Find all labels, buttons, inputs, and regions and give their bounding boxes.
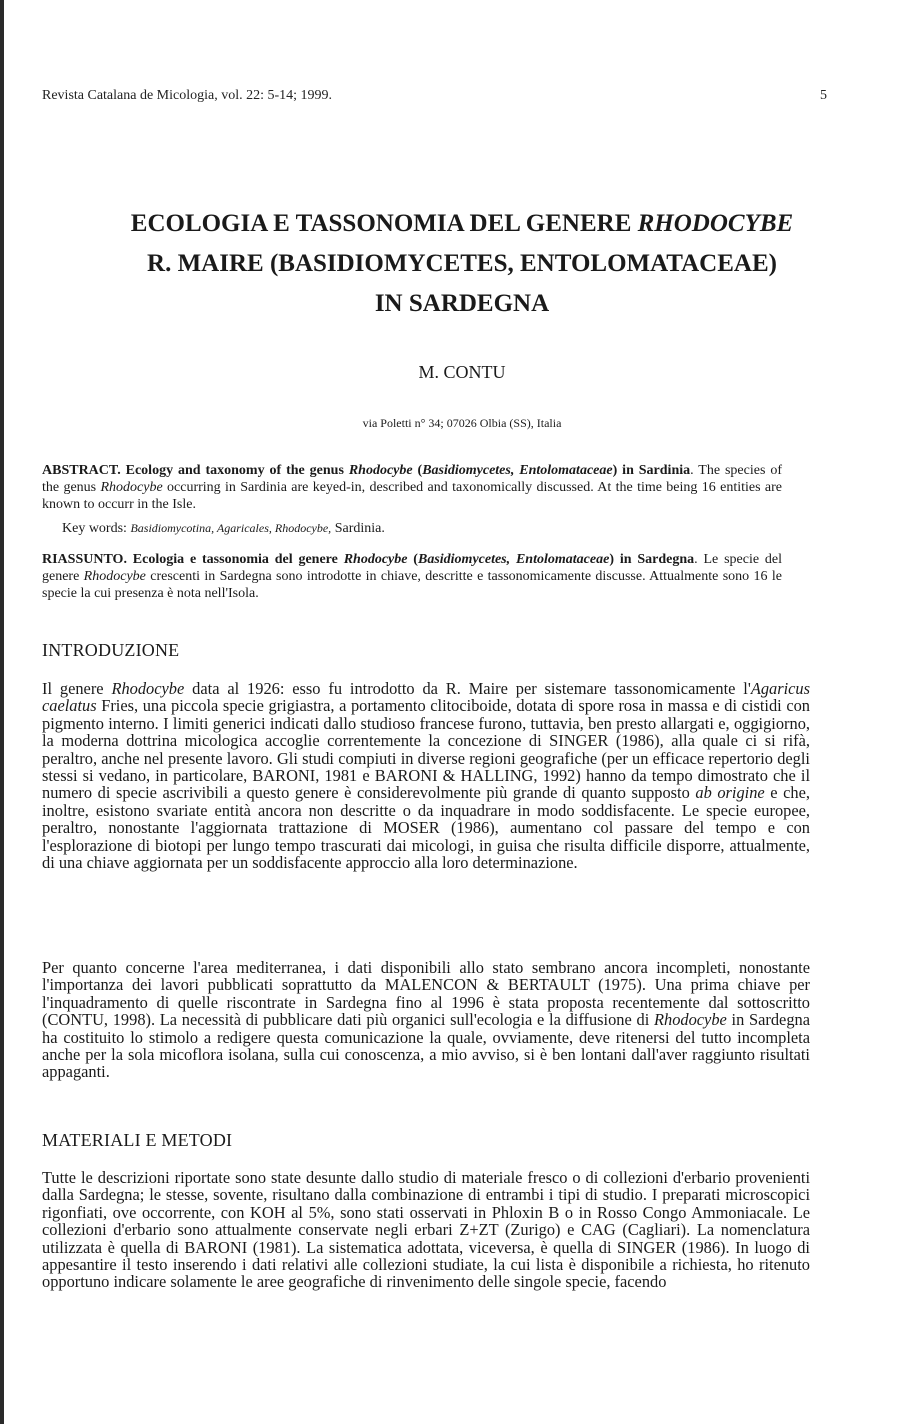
abstract-text-genus: Rhodocybe	[100, 480, 163, 495]
intro-p2-genus: Rhodocybe	[653, 1010, 727, 1030]
riassunto-text-end: crescenti in Sardegna sono introdotte in chiave, descritte e tassonomicamente discusse. Attualmente sono 16 le specie la cui presenza è nota nell'Isola.	[42, 569, 782, 601]
intro-p1-species: Agaricus caelatus	[42, 679, 810, 716]
key-words-terms: Basidiomycotina, Agaricales, Rhodocybe,	[130, 521, 332, 535]
title-line-3: IN SARDEGNA	[374, 290, 550, 317]
abstract-block: ABSTRACT. Ecology and taxonomy of the genus Rhodocybe (Basidiomycetes, Entolomataceae) in Sardinia. The species of the genus Rhodocybe occurring in Sardinia are keyed-in, described and taxonomically discussed. At the time being 16 entities are known to occurr in the Isle.	[42, 463, 782, 512]
intro-p2-text: Per quanto concerne l'area mediterranea, i dati disponibili allo stato sembrano ancora incompleti, nonostante l'importanza dei lavori pubblicati soprattutto da MALENCON & BERTAULT (1975). Una prima chiave per l'inquadramento di quelle riscontrate in Sardegna fino al 1996 è stata proposta recentemente dal sottoscritto (CONTU, 1998). La necessità di pubblicare dati più organici sull'ecologia e la diffusione di	[42, 958, 810, 1030]
article-title	[0, 204, 924, 324]
title-text: ECOLOGIA E TASSONOMIA DEL GENERE	[130, 210, 638, 237]
running-header	[42, 88, 827, 104]
riassunto-title-genus: Rhodocybe	[343, 552, 408, 567]
key-words-end: Sardinia.	[331, 521, 385, 536]
page-number: 5	[820, 88, 827, 103]
riassunto-block: RIASSUNTO. Ecologia e tassonomia del genere Rhodocybe (Basidiomycetes, Entolomataceae) in Sardegna. Le specie del genere Rhodocybe crescenti in Sardegna sono introdotte in chiave, descritte e tassonomicamente discusse. Attualmente sono 16 le specie la cui presenza è nota nell'Isola.	[42, 552, 782, 601]
riassunto-title: Ecologia e tassonomia del genere	[132, 552, 344, 567]
riassunto-label: RIASSUNTO	[42, 552, 124, 567]
title-line-2: R. MAIRE (BASIDIOMYCETES, ENTOLOMATACEAE)	[147, 250, 777, 277]
abstract-paren: (	[412, 463, 423, 478]
abstract-text: The species of the genus	[42, 463, 782, 495]
title-genus: RHODOCYBE	[637, 210, 794, 237]
intro-p1-text: Il genere	[42, 679, 112, 698]
author-name: M. CONTU	[418, 362, 506, 382]
section-heading-introduzione: INTRODUZIONE	[42, 640, 180, 660]
section-heading-materiali: MATERIALI E METODI	[42, 1130, 233, 1150]
abstract-title-taxa: Basidiomycetes, Entolomataceae	[422, 463, 613, 478]
intro-paragraph-2	[42, 959, 810, 1081]
intro-p1-text-c: Fries, una piccola specie grigiastra, a portamento clitociboide, dotata di spore rosa in massa e di cistidi con pigmento interno. I limiti generici indicati dallo studioso francese furono, tuttavia, ben presto allargati e, oggigiorno, la moderna dottrina micologica accoglie correntemente la concezione di SINGER (1986), alla quale ci si rifà, peraltro, anche nel presente lavoro. Gli studi compiuti in diverse regioni geografiche (per un efficace repertorio degli stessi si vedano, in particolare, BARONI, 1981 e BARONI & HALLING, 1992) hanno da tempo dimostrato che il numero di specie ascrivibili a questo genere è considerevolmente più grande di quanto supposto	[42, 696, 810, 803]
intro-p1-text-b: data al 1926: esso fu introdotto da R. Maire per sistemare tassonomicamente l'	[184, 679, 751, 698]
intro-paragraph-1	[42, 680, 810, 871]
abstract-title-end: ) in Sardinia	[612, 463, 691, 478]
abstract-text-end: occurring in Sardinia are keyed-in, described and taxonomically discussed. At the time being 16 entities are known to occurr in the Isle.	[42, 480, 782, 512]
key-words	[62, 521, 385, 537]
abstract-label: ABSTRACT	[42, 463, 118, 478]
intro-p2-text-b: in Sardegna ha costituito lo stimolo a redigere questa comunicazione la quale, ovviamente, deve ritenersi del tutto incompleta anche per la sola micoflora isolana, sulla cui conoscenza, a mio avviso, si è ben lontani dall'aver raggiunto risultati appaganti.	[42, 1010, 810, 1082]
intro-p1-text-d: e che, inoltre, esistono svariate entità ancora non descritte o da inquadrare in modo soddisfacente. Le specie europee, peraltro, nonostante l'aggiornata trattazione di MOSER (1986), aumentano col passare del tempo e con l'esplorazione di biotopi per lungo tempo trascurati dai micologi, in guisa che risulta difficile disporre, attualmente, di una chiave aggiornata per un soddisfacente approccio alla loro determinazione.	[42, 783, 810, 873]
materiali-paragraph-1: Tutte le descrizioni riportate sono state desunte dallo studio di materiale fresco o di collezioni d'erbario provenienti dalla Sardegna; le stesse, sovente, risultano dalla combinazione di entrambi i tipi di studio. I preparati microscopici rigonfiati, ove occorrente, con KOH al 5%, sono stati osservati in Phloxin B o in Rosso Congo Ammoniacale. Le collezioni d'erbario sono attualmente conservate negli erbari Z+ZT (Zurigo) e CAG (Cagliari). La nomenclatura utilizzata è quella di BARONI (1981). La sistematica adottata, viceversa, è quella di SINGER (1986). In luogo di appesantire il testo inserendo i dati relativi alle collezioni studiate, la cui lista è disponibile a richiesta, ho ritenuto opportuno indicare solamente le aree geografiche di rinvenimento delle singole specie, facendo	[42, 1168, 810, 1292]
intro-p1-latin: ab origine	[695, 783, 765, 803]
journal-citation: Revista Catalana de Micologia, vol. 22: 5-14; 1999.	[42, 88, 333, 103]
riassunto-title-end: ) in Sardegna	[609, 552, 695, 567]
riassunto-title-taxa: Basidiomycetes, Entolomataceae	[417, 552, 610, 567]
abstract-title-genus: Rhodocybe	[348, 463, 413, 478]
riassunto-text: Le specie del genere	[42, 552, 782, 584]
intro-p1-genus: Rhodocybe	[111, 679, 185, 698]
riassunto-paren: (	[407, 552, 418, 567]
riassunto-text-genus: Rhodocybe	[83, 569, 146, 584]
title-line-1	[0, 204, 924, 244]
key-words-label: Key words:	[62, 521, 131, 536]
author-address: via Poletti n° 34; 07026 Olbia (SS), Italia	[362, 416, 562, 430]
abstract-title: Ecology and taxonomy of the genus	[125, 463, 349, 478]
